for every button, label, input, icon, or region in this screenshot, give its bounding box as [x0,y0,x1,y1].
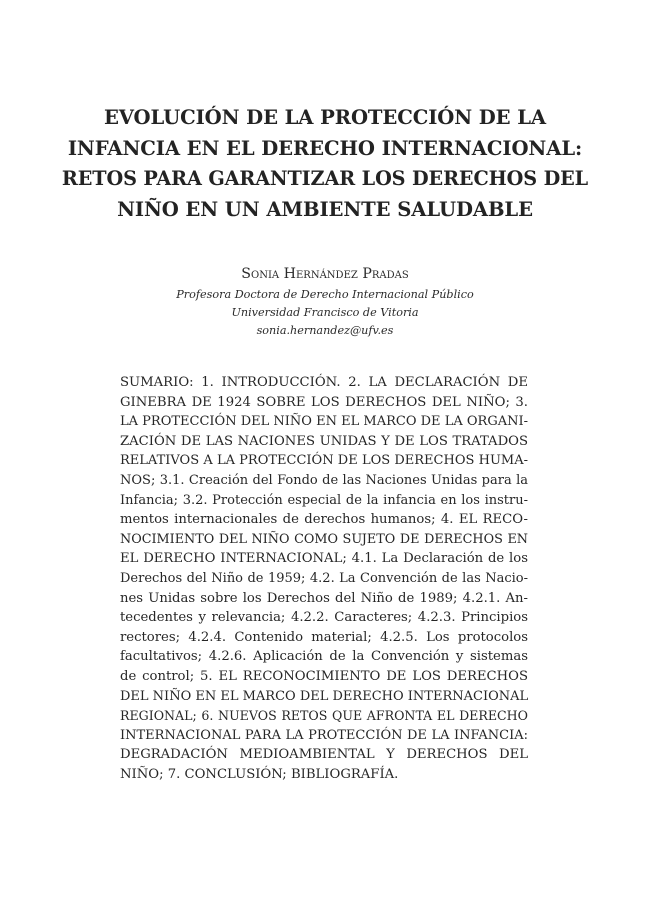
summary-line: rectores; 4.2.4. Contenido material; 4.2.5. Los protocolos [120,629,528,645]
summary-line: mentos internacionales de derechos humanos; 4. EL RECO- [120,512,528,528]
summary-line: RELATIVOS A LA PROTECCIÓN DE LOS DERECHOS HUMA- [120,453,528,469]
author-name: Sonia Hernández Pradas [241,266,409,282]
summary-line: facultativos; 4.2.6. Aplicación de la Convención y sistemas [120,649,528,665]
summary-line: SUMARIO: 1. INTRODUCCIÓN. 2. LA DECLARACIÓN DE [120,375,528,390]
author-position: Profesora Doctora de Derecho Internacional Público [176,288,474,301]
author-institution: Universidad Francisco de Vitoria [231,306,419,319]
title-line: NIÑO EN UN AMBIENTE SALUDABLE [117,197,533,221]
summary-line: ZACIÓN DE LAS NACIONES UNIDAS Y DE LOS TRATADOS [120,433,528,449]
summary-line: NOCIMIENTO DEL NIÑO COMO SUJETO DE DERECHOS EN [120,531,528,547]
author-block [100,264,550,340]
author-email: sonia.hernandez@ufv.es [256,324,394,337]
summary-line: INTERNACIONAL PARA LA PROTECCIÓN DE LA INFANCIA: [120,727,528,743]
title-line: RETOS PARA GARANTIZAR LOS DERECHOS DEL [61,167,589,190]
summary-line: Infancia; 3.2. Protección especial de la infancia en los instru- [120,492,528,508]
summary-line: tecedentes y relevancia; 4.2.2. Caracteres; 4.2.3. Principios [120,610,528,626]
summary-line: REGIONAL; 6. NUEVOS RETOS QUE AFRONTA EL DERECHO [120,708,528,724]
summary-line: DEGRADACIÓN MEDIOAMBIENTAL Y DERECHOS DEL [120,747,528,763]
summary-line: EL DERECHO INTERNACIONAL; 4.1. La Declaración de los [120,551,528,567]
summary-line: de control; 5. EL RECONOCIMIENTO DE LOS DERECHOS [120,668,528,684]
summary-line: NIÑO; 7. CONCLUSIÓN; BIBLIOGRAFÍA. [120,766,399,782]
summary-line: LA PROTECCIÓN DEL NIÑO EN EL MARCO DE LA ORGANI- [120,414,528,430]
title-line: INFANCIA EN EL DERECHO INTERNACIONAL: [67,136,583,160]
summary-line: Derechos del Niño de 1959; 4.2. La Convención de las Nacio- [120,570,528,586]
article-title [60,103,590,225]
summary-block [120,373,528,784]
summary-line: nes Unidas sobre los Derechos del Niño de 1989; 4.2.1. An- [120,590,528,606]
summary-line: NOS; 3.1. Creación del Fondo de las Naciones Unidas para la [120,472,528,488]
summary-line: GINEBRA DE 1924 SOBRE LOS DERECHOS DEL NIÑO; 3. [120,394,528,410]
title-line: EVOLUCIÓN DE LA PROTECCIÓN DE LA [103,106,547,129]
summary-line: DEL NIÑO EN EL MARCO DEL DERECHO INTERNACIONAL [120,688,529,704]
